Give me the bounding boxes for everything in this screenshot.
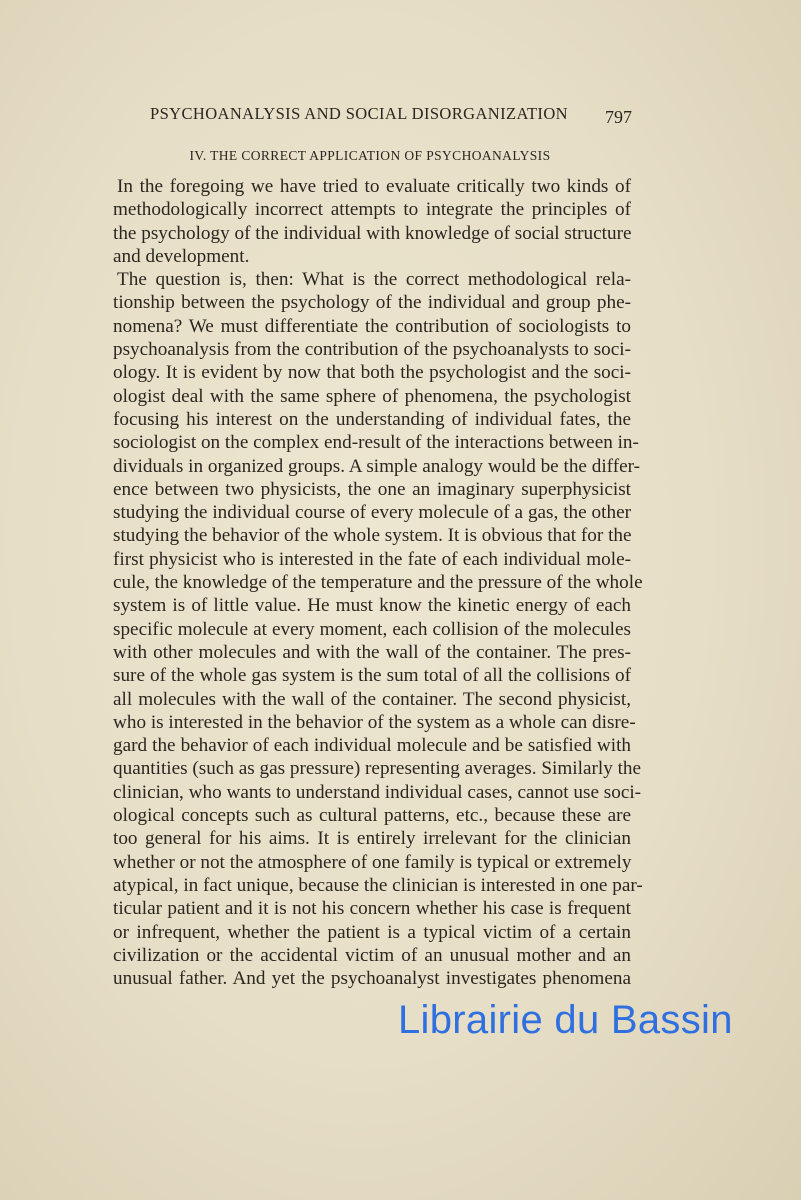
running-title: PSYCHOANALYSIS AND SOCIAL DISORGANIZATION [150, 104, 568, 123]
text-line: sure of the whole gas system is the sum total of all the collisions of [113, 665, 631, 687]
text-line: who is interested in the behavior of the system as a whole can disre- [113, 711, 636, 733]
text-line: cule, the knowledge of the temperature and the pressure of the whole [113, 572, 643, 594]
text-line: ticular patient and it is not his concern whether his case is frequent [113, 898, 631, 920]
text-line: specific molecule at every moment, each collision of the molecules [113, 618, 631, 640]
body-text [113, 175, 643, 990]
text-line: nomena? We must differentiate the contribution of sociologists to [113, 315, 631, 337]
text-line: quantities (such as gas pressure) representing averages. Similarly the [113, 758, 642, 780]
text-line: sociologist on the complex end-result of the interactions between in- [113, 432, 639, 454]
text-line: atypical, in fact unique, because the clinician is interested in one par- [113, 874, 643, 896]
text-line: and development. [113, 245, 250, 267]
text-line: the psychology of the individual with knowledge of social structure [113, 222, 632, 244]
text-line: In the foregoing we have tried to evaluate critically two kinds of [117, 176, 631, 197]
text-line: or infrequent, whether the patient is a typical victim of a certain [113, 921, 631, 943]
text-line: psychoanalysis from the contribution of the psychoanalysts to soci- [113, 339, 631, 361]
running-header [150, 104, 632, 128]
text-line: The question is, then: What is the correct methodological rela- [117, 269, 631, 291]
text-line: studying the behavior of the whole system. It is obvious that for the [113, 525, 632, 547]
text-line: civilization or the accidental victim of an unusual mother and an [113, 944, 631, 966]
section-heading: IV. THE CORRECT APPLICATION OF PSYCHOANALYSIS [189, 148, 551, 163]
text-line: studying the individual course of every molecule of a gas, the other [113, 502, 631, 524]
text-line: system is of little value. He must know the kinetic energy of each [113, 595, 631, 617]
text-line: unusual father. And yet the psychoanalyst investigates phenomena [113, 968, 631, 990]
text-line: tionship between the psychology of the individual and group phe- [113, 292, 631, 314]
page-number: 797 [605, 107, 632, 127]
text-line: too general for his aims. It is entirely irrelevant for the clinician [113, 828, 631, 850]
text-line: gard the behavior of each individual molecule and be satisfied with [113, 735, 631, 757]
text-line: dividuals in organized groups. A simple analogy would be the differ- [113, 455, 640, 477]
text-line: ence between two physicists, the one an imaginary superphysicist [113, 478, 631, 500]
text-line: all molecules with the wall of the container. The second physicist, [113, 688, 631, 710]
text-line: focusing his interest on the understanding of individual fates, the [113, 408, 631, 430]
text-line: ologist deal with the same sphere of phenomena, the psychologist [113, 385, 631, 407]
text-line: first physicist who is interested in the fate of each individual mole- [113, 548, 631, 570]
text-line: clinician, who wants to understand individual cases, cannot use soci- [113, 781, 642, 803]
text-line: with other molecules and with the wall of the container. The pres- [113, 641, 631, 663]
text-line: whether or not the atmosphere of one family is typical or extremely [113, 851, 632, 873]
text-line: ology. It is evident by now that both the psychologist and the soci- [113, 362, 631, 384]
text-line: ological concepts such as cultural patterns, etc., because these are [113, 805, 631, 827]
watermark: Librairie du Bassin [398, 998, 733, 1042]
text-line: methodologically incorrect attempts to integrate the principles of [113, 199, 631, 221]
